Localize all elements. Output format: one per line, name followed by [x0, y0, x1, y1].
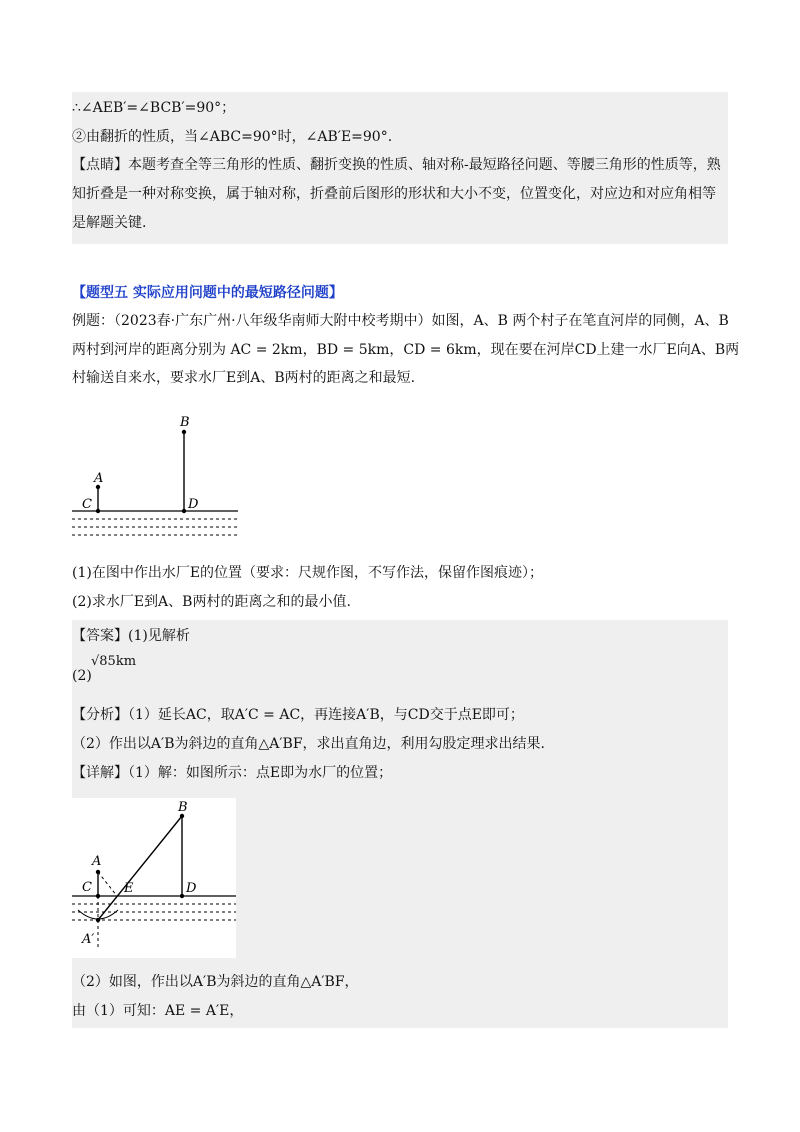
example-line-2: 两村到河岸的距离分别为 AC = 2km，BD = 5km，CD = 6km，现在要在河岸CD上建一水厂E向A、B两 [72, 342, 740, 358]
label-C: C [82, 880, 92, 895]
label-E: E [124, 881, 134, 896]
answer-line-1: 【答案】(1)见解析 [72, 628, 190, 644]
analysis-line-2: （2）作出以A′B为斜边的直角△A′BF，求出直角边，利用勾股定理求出结果. [72, 736, 545, 752]
section-title: 【题型五 实际应用问题中的最短路径问题】 [72, 285, 343, 301]
detail-line-2: （2）如图，作出以A′B为斜边的直角△A′BF， [72, 974, 359, 990]
example-line-1: 例题：（2023春·广东广州·八年级华南师大附中校考期中）如图，A、B 两个村子在笔直河岸的同侧，A、B [72, 313, 729, 329]
analysis-line-1: 【分析】（1）延长AC，取A′C = AC，再连接A′B，与CD交于点E即可； [72, 707, 524, 723]
figure-solution [72, 798, 236, 958]
label-A: A [94, 471, 104, 486]
label-D: D [188, 497, 199, 512]
top-solution-block [72, 92, 728, 244]
question-1: (1)在图中作出水厂E的位置（要求：尺规作图，不写作法，保留作图痕迹）； [72, 565, 544, 581]
label-A-prime: A′ [82, 932, 95, 947]
example-line-3: 村输送自来水，要求水厂E到A、B两村的距离之和最短. [72, 370, 416, 386]
label-C: C [82, 497, 92, 512]
detail-line-3: 由（1）可知：AE = A′E， [72, 1003, 244, 1019]
conclusion-line: ∴∠AEB′=∠BCB′=90°； [72, 100, 236, 116]
detail-line-1: 【详解】（1）解：如图所示：点E即为水厂的位置； [72, 765, 393, 781]
label-D: D [186, 881, 197, 896]
fold-property-line: ②由翻折的性质，当∠ABC=90°时，∠AB′E=90°. [72, 129, 393, 145]
comment-line-1: 【点睛】本题考查全等三角形的性质、翻折变换的性质、轴对称-最短路径问题、等腰三角形的性质等，熟 [72, 157, 721, 173]
label-B: B [178, 800, 188, 815]
answer-2-prefix: (2) [72, 668, 92, 684]
label-B: B [180, 415, 190, 430]
comment-line-2: 知折叠是一种对称变换，属于轴对称，折叠前后图形的形状和大小不变，位置变化，对应边和对应角相等 [72, 186, 716, 202]
answer-block [72, 620, 728, 1028]
label-A: A [92, 854, 102, 869]
answer-2-value: √85km [91, 654, 137, 669]
figure-river-villages [72, 410, 238, 540]
comment-line-3: 是解题关键. [72, 215, 147, 231]
question-2: (2)求水厂E到A、B两村的距离之和的最小值. [72, 594, 351, 610]
example-problem [72, 305, 740, 395]
